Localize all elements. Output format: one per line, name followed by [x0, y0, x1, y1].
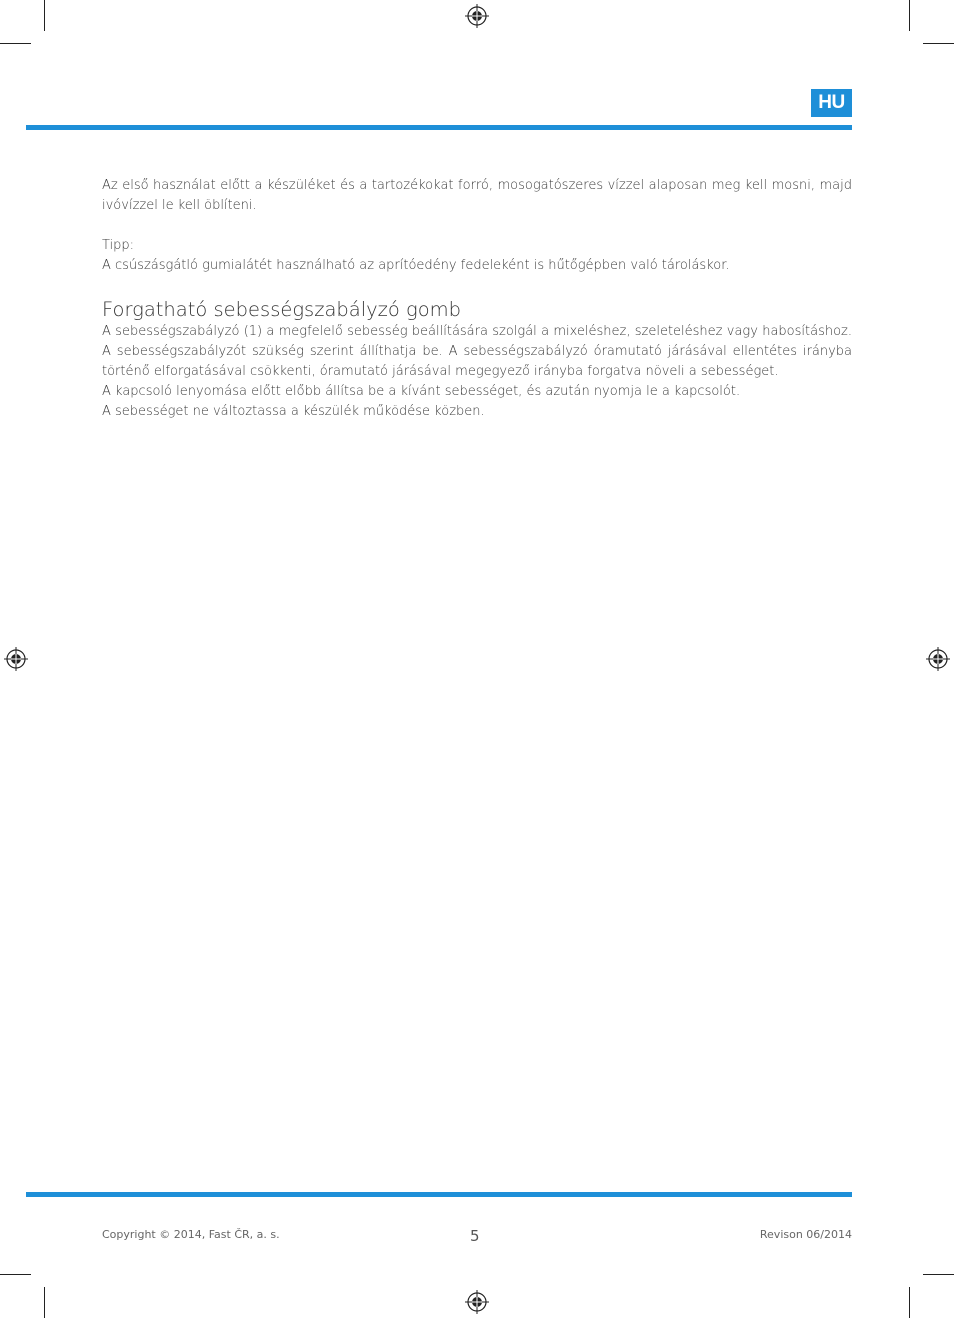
crop-mark	[44, 1287, 45, 1318]
crop-mark	[0, 43, 31, 44]
crop-mark	[44, 0, 45, 31]
intro-paragraph: Az első használat előtt a készüléket és a tartozékokat forró, mosogatószeres vízzel alaposan meg kell mosni, majd ivóvízzel le kell öblíteni.	[102, 178, 852, 213]
crop-mark	[923, 1274, 954, 1275]
footer-copyright: Copyright © 2014, Fast ČR, a. s.	[102, 1228, 280, 1241]
tip-text: A csúszásgátló gumialátét használható az aprítóedény fedeleként is hűtőgépben való tároláskor.	[102, 258, 730, 273]
tip-label: Tipp:	[102, 238, 135, 253]
crop-mark	[909, 1287, 910, 1318]
page-number: 5	[470, 1227, 480, 1245]
registration-mark-icon	[4, 647, 28, 671]
crop-mark	[923, 43, 954, 44]
crop-mark	[0, 1274, 31, 1275]
registration-mark-icon	[926, 647, 950, 671]
page-content	[102, 176, 852, 422]
section-title: Forgatható sebességszabályzó gomb	[102, 298, 462, 321]
section-paragraph: A kapcsoló lenyomása előtt előbb állítsa be a kívánt sebességet, és azután nyomja le a kapcsolót.	[102, 384, 741, 399]
section-paragraph: A sebességet ne változtassa a készülék működése közben.	[102, 404, 485, 419]
registration-mark-icon	[465, 1290, 489, 1314]
language-badge: HU	[811, 89, 852, 117]
footer-revision: Revison 06/2014	[759, 1228, 852, 1241]
registration-mark-icon	[465, 4, 489, 28]
header-rule	[26, 125, 852, 130]
crop-mark	[909, 0, 910, 31]
footer-rule	[26, 1192, 852, 1197]
section-paragraph: A sebességszabályzó (1) a megfelelő sebesség beállítására szolgál a mixeléshez, szeleteléshez vagy habosításhoz. A sebességszabályzót szükség szerint állíthatja be. A sebességszabályzó óramutató járásával ellentétes irányba történő elforgatásával csökkenti, óramutató járásával megegyező irányba forgatva növeli a sebességet.	[102, 324, 852, 379]
